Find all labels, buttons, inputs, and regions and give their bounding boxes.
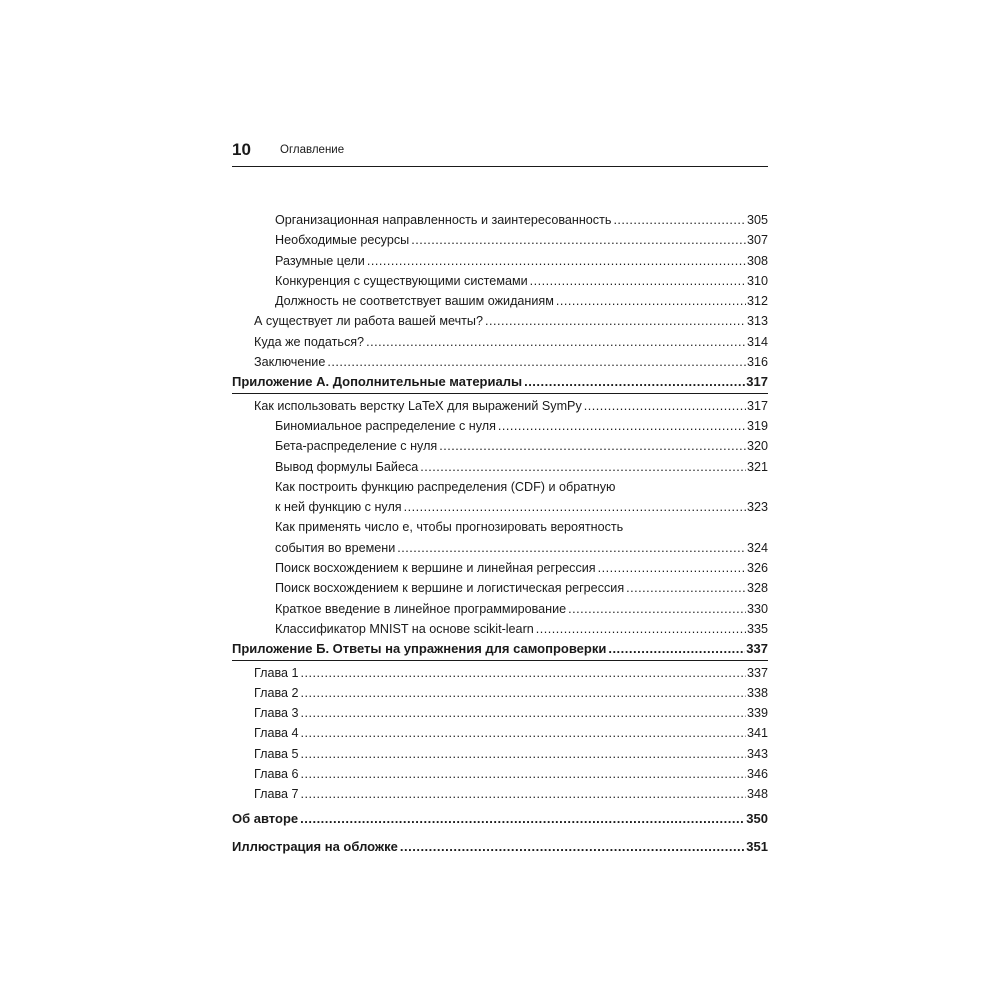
page-number: 10: [232, 140, 251, 159]
dot-leader: [300, 809, 745, 829]
toc-entry-title: Глава 7: [254, 787, 299, 802]
toc-entry-page: 326: [746, 561, 768, 576]
dot-leader: [367, 251, 746, 271]
toc-entry-title: Глава 6: [254, 767, 299, 782]
toc-entry: [232, 683, 768, 703]
toc-entry-page: 346: [746, 767, 768, 782]
toc-entry-page: 316: [746, 355, 768, 370]
dot-leader: [598, 558, 746, 578]
dot-leader: [584, 396, 746, 416]
toc-entry-title: Приложение А. Дополнительные материалы: [232, 374, 523, 390]
toc-entry-page: 337: [746, 665, 768, 680]
toc-entry: [232, 457, 768, 477]
dot-leader: [400, 837, 745, 857]
toc-entry: [232, 352, 768, 372]
toc-entry-title: Куда же податься?: [254, 334, 365, 349]
toc-entry-title: Как использовать верстку LaTeX для выражений SymPy: [254, 398, 582, 413]
toc-entry-title: Конкуренция с существующими системами: [275, 273, 528, 288]
toc-entry-title: А существует ли работа вашей мечты?: [254, 314, 483, 329]
toc-entry-title: Организационная направленность и заинтересованность: [275, 213, 612, 227]
toc-entry-title: Глава 4: [254, 726, 299, 741]
toc-entry-title-line1: Как применять число e, чтобы прогнозировать вероятность: [275, 520, 624, 535]
dot-leader: [411, 230, 746, 250]
toc-entry: [232, 251, 768, 271]
toc-entry-page: 321: [746, 459, 768, 474]
dot-leader: [301, 703, 746, 723]
toc-entry-page: 351: [746, 838, 768, 854]
toc-entry-title: Необходимые ресурсы: [275, 233, 410, 248]
dot-leader: [301, 663, 746, 683]
toc-entry-page: 305: [746, 213, 768, 227]
dot-leader: [568, 599, 746, 619]
toc-entry-title: Бета-распределение с нуля: [275, 439, 438, 454]
toc-entry-title: Классификатор MNIST на основе scikit-learn: [275, 621, 534, 636]
toc-entry-title: Разумные цели: [275, 253, 365, 268]
toc-entry-title: Поиск восхождением к вершине и линейная регрессия: [275, 561, 596, 576]
toc-entry-title: Поиск восхождением к вершине и логистическая регрессия: [275, 581, 625, 596]
dot-leader: [536, 619, 746, 639]
toc-entry: [232, 291, 768, 311]
toc-entry: [232, 271, 768, 291]
dot-leader: [608, 639, 745, 659]
toc-entry-page: 341: [746, 726, 768, 741]
toc-section-heading: [232, 837, 768, 857]
toc-entry-title: Глава 1: [254, 665, 299, 680]
toc-entry-page: 314: [746, 334, 768, 349]
dot-leader: [439, 436, 746, 456]
toc-appendix-heading: [232, 639, 768, 660]
toc-entry: [232, 210, 768, 230]
toc-entry-page: 348: [746, 787, 768, 802]
dot-leader: [366, 332, 746, 352]
toc-entry-title: Иллюстрация на обложке: [232, 838, 398, 854]
dot-leader: [301, 683, 746, 703]
dot-leader: [327, 352, 746, 372]
dot-leader: [556, 291, 746, 311]
dot-leader: [301, 784, 746, 804]
dot-leader: [301, 744, 746, 764]
toc-entry: [232, 744, 768, 764]
toc-entry-title: Глава 5: [254, 746, 299, 761]
dot-leader: [613, 210, 746, 230]
toc-entry-page: 308: [746, 253, 768, 268]
toc-section-heading: [232, 809, 768, 829]
toc-entry-title-line1: Как построить функцию распределения (CDF) и обратную: [275, 479, 616, 494]
toc-entry-page: 337: [746, 641, 768, 657]
dot-leader: [626, 578, 746, 598]
toc-entry-page: 339: [746, 706, 768, 721]
toc-entry: [232, 436, 768, 456]
dot-leader: [485, 311, 746, 331]
toc-entry: [232, 764, 768, 784]
dot-leader: [301, 764, 746, 784]
toc-entry-title: Об авторе: [232, 810, 299, 826]
toc-entry-title: Приложение Б. Ответы на упражнения для самопроверки: [232, 641, 607, 657]
toc-entry-page: 320: [746, 439, 768, 454]
toc-entry-page: 343: [746, 746, 768, 761]
dot-leader: [498, 416, 746, 436]
toc-entry-page: 350: [746, 810, 768, 826]
toc-entry-page: 328: [746, 581, 768, 596]
toc-entry-page: 335: [746, 621, 768, 636]
toc-entry: [232, 663, 768, 683]
toc-entry-title: Биномиальное распределение с нуля: [275, 418, 496, 433]
toc-entry-page: 338: [746, 685, 768, 700]
toc-entry-title: Краткое введение в линейное программирование: [275, 601, 567, 616]
dot-leader: [301, 723, 746, 743]
toc-entry-page: 319: [746, 418, 768, 433]
dot-leader: [524, 372, 745, 392]
toc-entry-page: 312: [746, 294, 768, 309]
toc-entry: [232, 517, 768, 558]
toc-entry-page: 307: [746, 233, 768, 248]
dot-leader: [530, 271, 746, 291]
toc-entry-title: Глава 3: [254, 706, 299, 721]
toc-entry: [232, 784, 768, 804]
toc-entry: [232, 396, 768, 416]
toc-entry: [232, 703, 768, 723]
toc-entry-title: события во времени: [275, 540, 396, 555]
toc-entry-page: 317: [746, 374, 768, 390]
toc-entry: [232, 723, 768, 743]
dot-leader: [397, 538, 746, 558]
toc-entry: [232, 332, 768, 352]
toc-entry-page: 310: [746, 273, 768, 288]
toc-entry-page: 324: [746, 540, 768, 555]
running-title: Оглавление: [280, 144, 345, 156]
toc-entry: [232, 619, 768, 639]
toc-entry-page: 317: [746, 398, 768, 413]
toc-entry-title: Заключение: [254, 355, 326, 370]
toc-entry: [232, 558, 768, 578]
toc-entry-title: к ней функцию с нуля: [275, 500, 402, 515]
toc-entry: [232, 230, 768, 250]
page-header: [232, 138, 768, 167]
toc-entry-title: Глава 2: [254, 685, 299, 700]
dot-leader: [404, 497, 746, 517]
toc-appendix-heading: [232, 372, 768, 393]
toc-entry: [232, 599, 768, 619]
toc-entry-page: 330: [746, 601, 768, 616]
toc-entry: [232, 477, 768, 518]
dot-leader: [420, 457, 746, 477]
toc-entry: [232, 578, 768, 598]
toc-entry: [232, 416, 768, 436]
table-of-contents: [232, 210, 768, 857]
toc-entry-title: Вывод формулы Байеса: [275, 459, 419, 474]
toc-entry-page: 323: [746, 500, 768, 515]
toc-entry: [232, 311, 768, 331]
toc-entry-title: Должность не соответствует вашим ожиданиям: [275, 294, 554, 309]
toc-entry-page: 313: [746, 314, 768, 329]
